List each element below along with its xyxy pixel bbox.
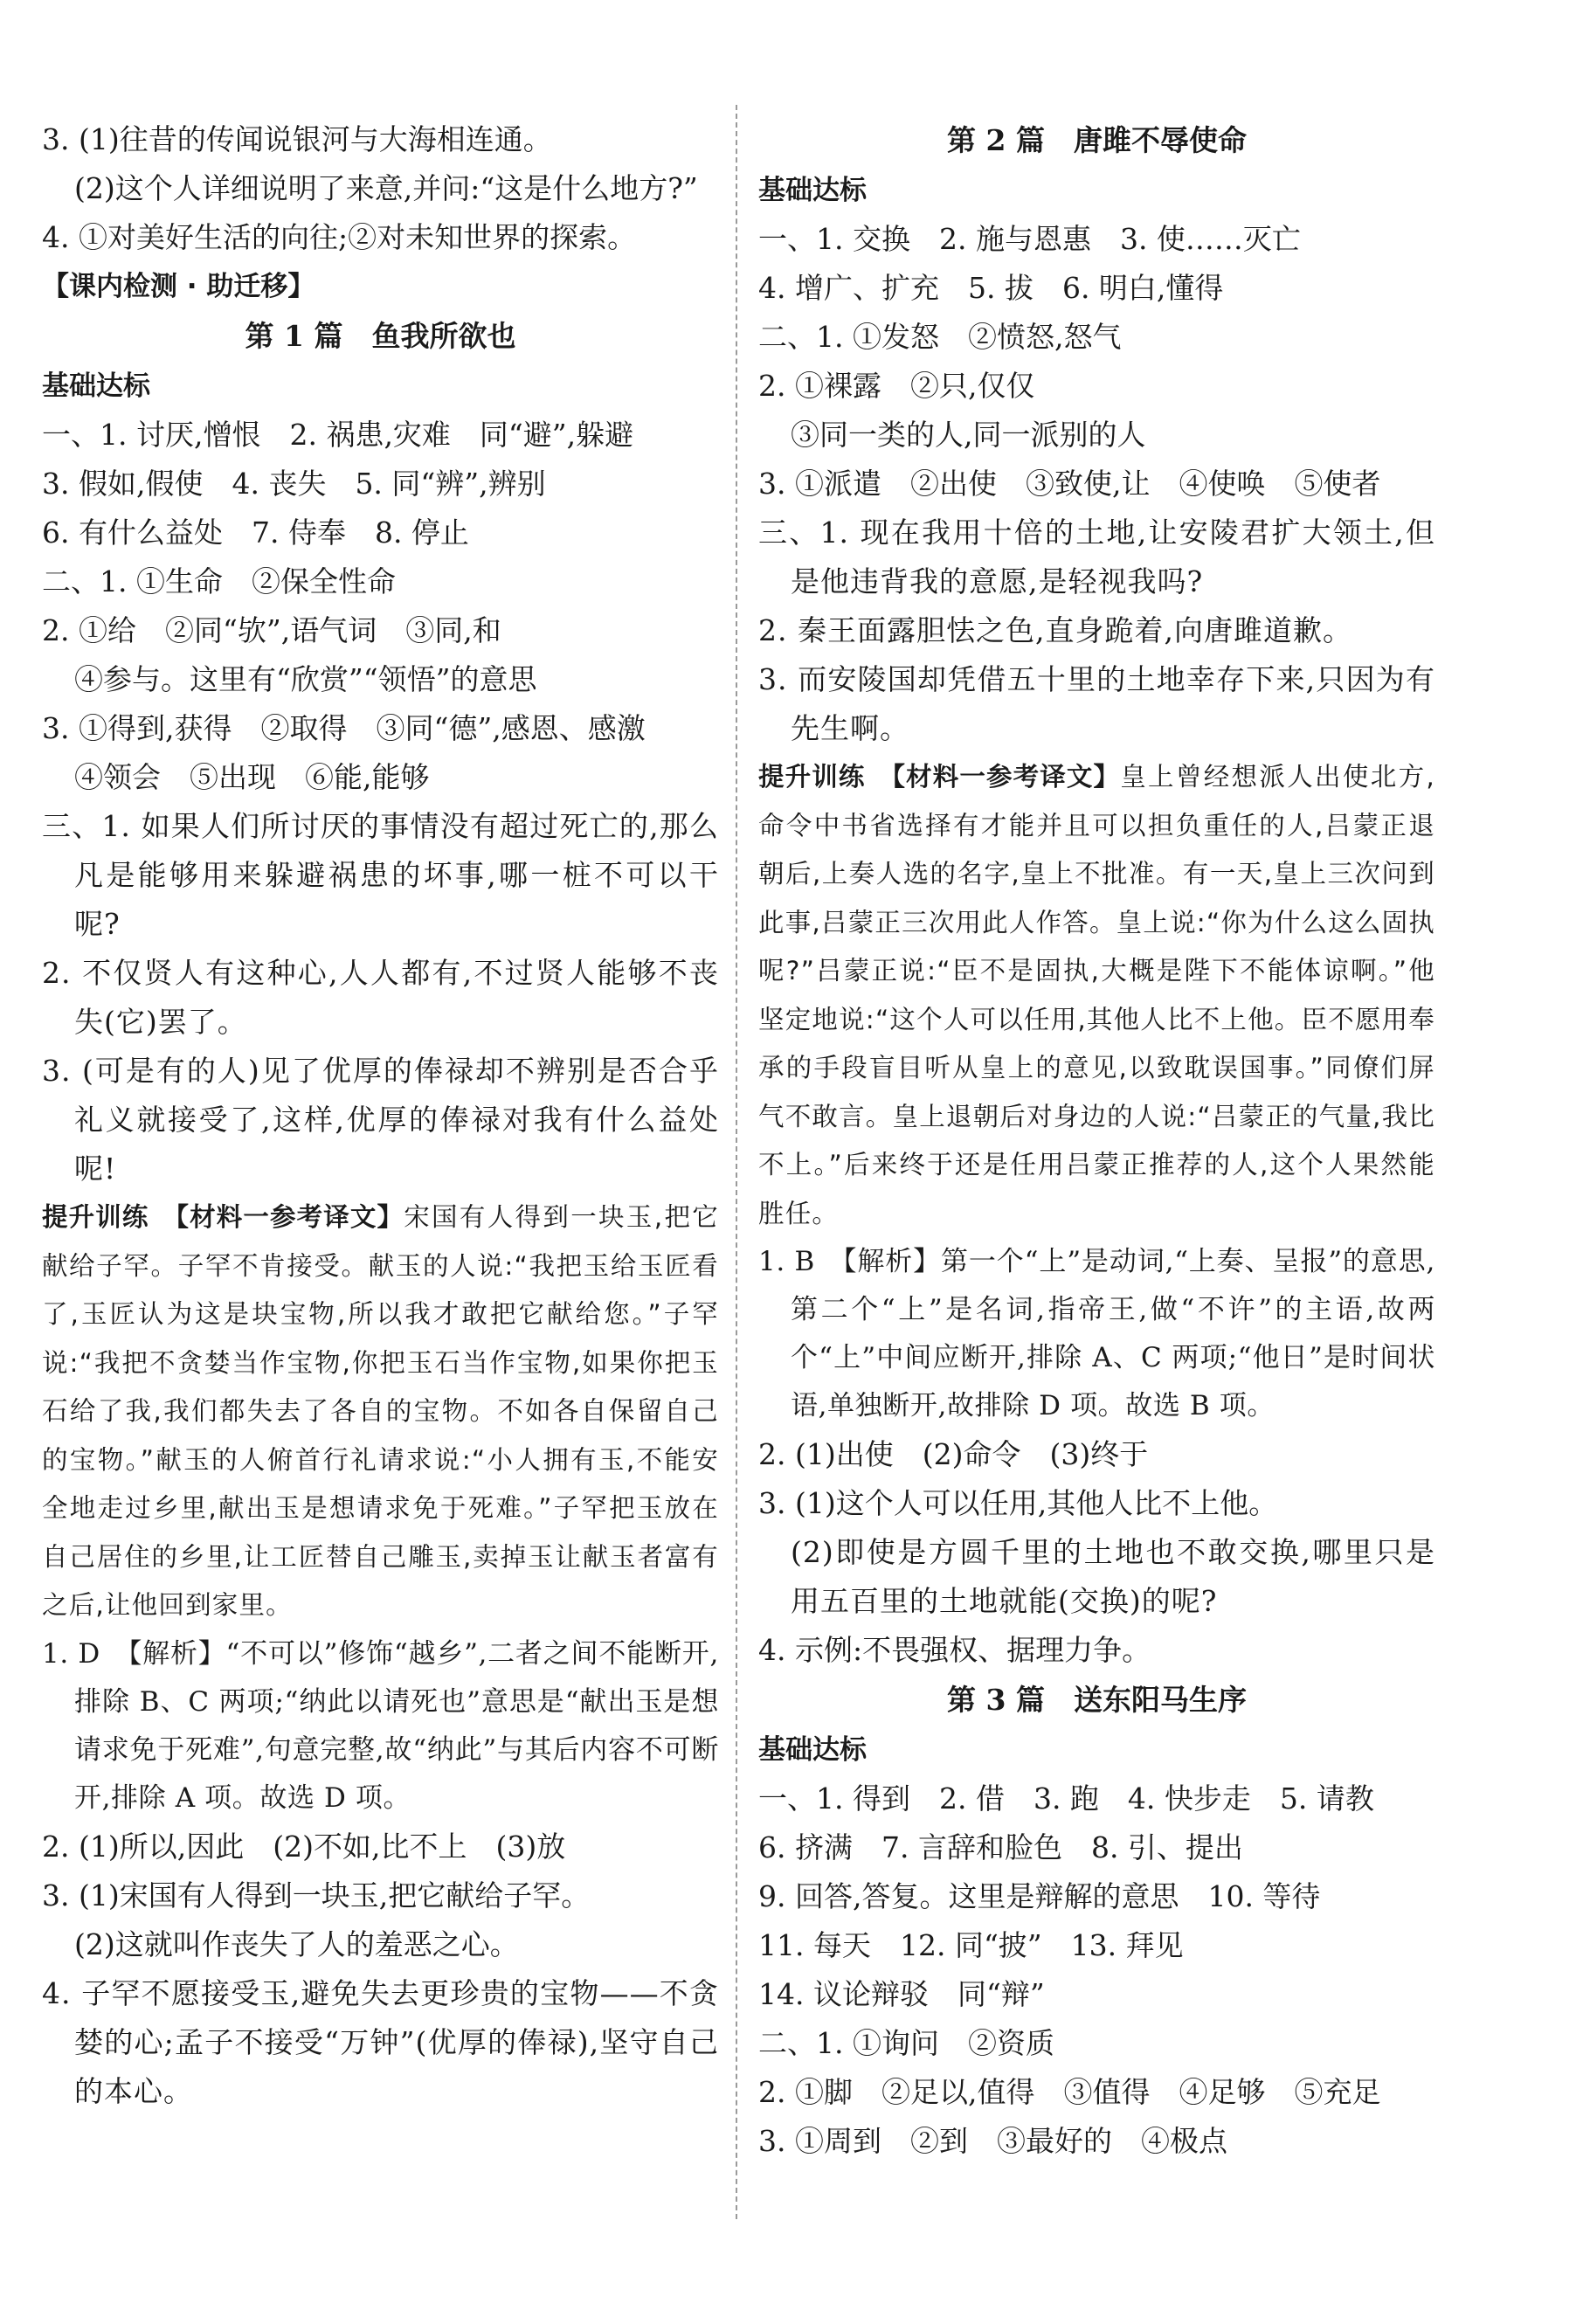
answer-line: 6. 有什么益处 7. 侍奉 8. 停止	[42, 515, 469, 550]
basic-label: 基础达标	[758, 1734, 867, 1766]
answer-line: (2)这个人详细说明了来意,并问:“这是什么地方?”	[74, 171, 698, 205]
question-2: 2. (1)所以,因此 (2)不如,比不上 (3)放	[42, 1829, 566, 1864]
answer-line: 11. 每天 12. 同“披” 13. 拜见	[758, 1928, 1184, 1962]
reference-translation: 宋国有人得到一块玉,把它献给子罕。子罕不肯接受。献玉的人说:“我把玉给玉匠看了,玉匠认为这是块宝物,所以我才敢把它献给您。”子罕说:“我把不贪婪当作宝物,你把玉石当作宝物,如果你把玉石给了我,我们都失去了各自的宝物。不如各自保留自己的宝物。”献玉的人俯首行礼请求说:“小人拥有玉,不能安全地走过乡里,献出玉是想请求免于死难。”子罕把玉放在自己居住的乡里,让工匠替自己雕玉,卖掉玉让献玉者富有之后,让他回到家里。	[42, 1202, 719, 1620]
left-column	[42, 115, 719, 2116]
training-paragraph	[758, 753, 1435, 1238]
question-4: 4. 示例:不畏强权、据理力争。	[758, 1633, 1151, 1667]
answer-line: 6. 挤满 7. 言辞和脸色 8. 引、提出	[758, 1830, 1243, 1864]
answer-line: 3. 假如,假使 4. 丧失 5. 同“辨”,辨别	[42, 467, 546, 501]
translation-item: 3. (可是有的人)见了优厚的俸禄却不辨别是否合乎礼义就接受了,这样,优厚的俸禄对我有什么益处呢!	[42, 1054, 719, 1186]
translation-item: 2. 不仅贤人有这种心,人人都有,不过贤人能够不丧失(它)罢了。	[42, 956, 719, 1039]
answer-line: 二、1. ①询问 ②资质	[758, 2026, 1054, 2060]
answer-line: 4. 增广、扩充 5. 拔 6. 明白,懂得	[758, 271, 1224, 305]
answer-line: 3. ①周到 ②到 ③最好的 ④极点	[758, 2124, 1227, 2158]
translation-item: 三、1. 现在我用十倍的土地,让安陵君扩大领土,但是他违背我的意愿,是轻视我吗?	[758, 515, 1435, 598]
training-label: 提升训练 【材料一参考译文】	[758, 762, 1121, 792]
question-1: 1. B 【解析】第一个“上”是动词,“上奏、呈报”的意思,第二个“上”是名词,指帝王,做“不许”的主语,故两个“上”中间应断开,排除 A、C 两项;“他日”是时间状语,单独断开,故排除 D 项。故选 B 项。	[758, 1246, 1435, 1421]
answer-line: 2. ①脚 ②足以,值得 ③值得 ④足够 ⑤充足	[758, 2075, 1381, 2109]
training-label: 提升训练 【材料一参考译文】	[42, 1202, 404, 1232]
answer-line: 3. ①派遣 ②出使 ③致使,让 ④使唤 ⑤使者	[758, 467, 1381, 501]
translation-item: 三、1. 如果人们所讨厌的事情没有超过死亡的,那么凡是能够用来躲避祸患的坏事,哪一桩不可以干呢?	[42, 809, 719, 941]
question-1: 1. D 【解析】“不可以”修饰“越乡”,二者之间不能断开,排除 B、C 两项;“纳此以请死也”意思是“献出玉是想请求免于死难”,句意完整,故“纳此”与其后内容不可断开,排除 A 项。故选 D 项。	[42, 1637, 719, 1814]
basic-label: 基础达标	[758, 175, 867, 206]
answer-line: 9. 回答,答复。这里是辩解的意思 10. 等待	[758, 1879, 1321, 1913]
answer-line: 4. ①对美好生活的向往;②对未知世界的探索。	[42, 220, 637, 254]
translation-item: 3. 而安陵国却凭借五十里的土地幸存下来,只因为有先生啊。	[758, 662, 1435, 745]
answer-line: ④领会 ⑤出现 ⑥能,能够	[74, 760, 430, 794]
article-title: 第 3 篇 送东阳马生序	[947, 1683, 1247, 1717]
answer-line: 二、1. ①发怒 ②愤怒,怒气	[758, 320, 1122, 354]
answer-line: 2. ①给 ②同“欤”,语气词 ③同,和	[42, 613, 501, 647]
right-column	[758, 115, 1435, 2166]
answer-line: ③同一类的人,同一派别的人	[791, 418, 1146, 452]
answer-line: 二、1. ①生命 ②保全性命	[42, 564, 396, 598]
answer-line: 一、1. 讨厌,憎恨 2. 祸患,灾难 同“避”,躲避	[42, 418, 634, 452]
answer-line: 3. ①得到,获得 ②取得 ③同“德”,感恩、感激	[42, 711, 646, 745]
article-title: 第 2 篇 唐雎不辱使命	[947, 123, 1247, 157]
question-3: 3. (1)宋国有人得到一块玉,把它献给子罕。	[42, 1878, 591, 1912]
question-3-part2: (2)这就叫作丧失了人的羞恶之心。	[74, 1926, 519, 1961]
training-paragraph	[42, 1193, 719, 1630]
section-label: 【课内检测 · 助迁移】	[42, 271, 315, 302]
answer-line: 3. (1)往昔的传闻说银河与大海相连通。	[42, 122, 552, 156]
answer-line: ④参与。这里有“欣赏”“领悟”的意思	[74, 662, 537, 696]
answer-line: 14. 议论辩驳 同“辩”	[758, 1977, 1045, 2011]
question-2: 2. (1)出使 (2)命令 (3)终于	[758, 1437, 1149, 1471]
translation-item: 2. 秦王面露胆怯之色,直身跪着,向唐雎道歉。	[758, 613, 1352, 647]
question-3: 3. (1)这个人可以任用,其他人比不上他。	[758, 1486, 1278, 1520]
answer-line: 一、1. 交换 2. 施与恩惠 3. 使……灭亡	[758, 222, 1301, 256]
question-4: 4. 子罕不愿接受玉,避免失去更珍贵的宝物——不贪婪的心;孟子不接受“万钟”(优厚的俸禄),坚守自己的本心。	[42, 1975, 719, 2108]
reference-translation: 皇上曾经想派人出使北方,命令中书省选择有才能并且可以担负重任的人,吕蒙正退朝后,上奏人选的名字,皇上不批准。有一天,皇上三次问到此事,吕蒙正三次用此人作答。皇上说:“你为什么这么固执呢?”吕蒙正说:“臣不是固执,大概是陛下不能体谅啊。”他坚定地说:“这个人可以任用,其他人比不上他。臣不愿用奉承的手段盲目听从皇上的意见,以致耽误国事。”同僚们屏气不敢言。皇上退朝后对身边的人说:“吕蒙正的气量,我比不上。”后来终于还是任用吕蒙正推荐的人,这个人果然能胜任。	[758, 762, 1435, 1228]
question-3-part2: (2)即使是方圆千里的土地也不敢交换,哪里只是用五百里的土地就能(交换)的呢?	[791, 1535, 1435, 1618]
basic-label: 基础达标	[42, 370, 150, 402]
answer-line: 一、1. 得到 2. 借 3. 跑 4. 快步走 5. 请教	[758, 1781, 1374, 1816]
column-divider	[736, 105, 737, 2219]
article-title: 第 1 篇 鱼我所欲也	[245, 319, 516, 353]
answer-line: 2. ①裸露 ②只,仅仅	[758, 369, 1035, 403]
